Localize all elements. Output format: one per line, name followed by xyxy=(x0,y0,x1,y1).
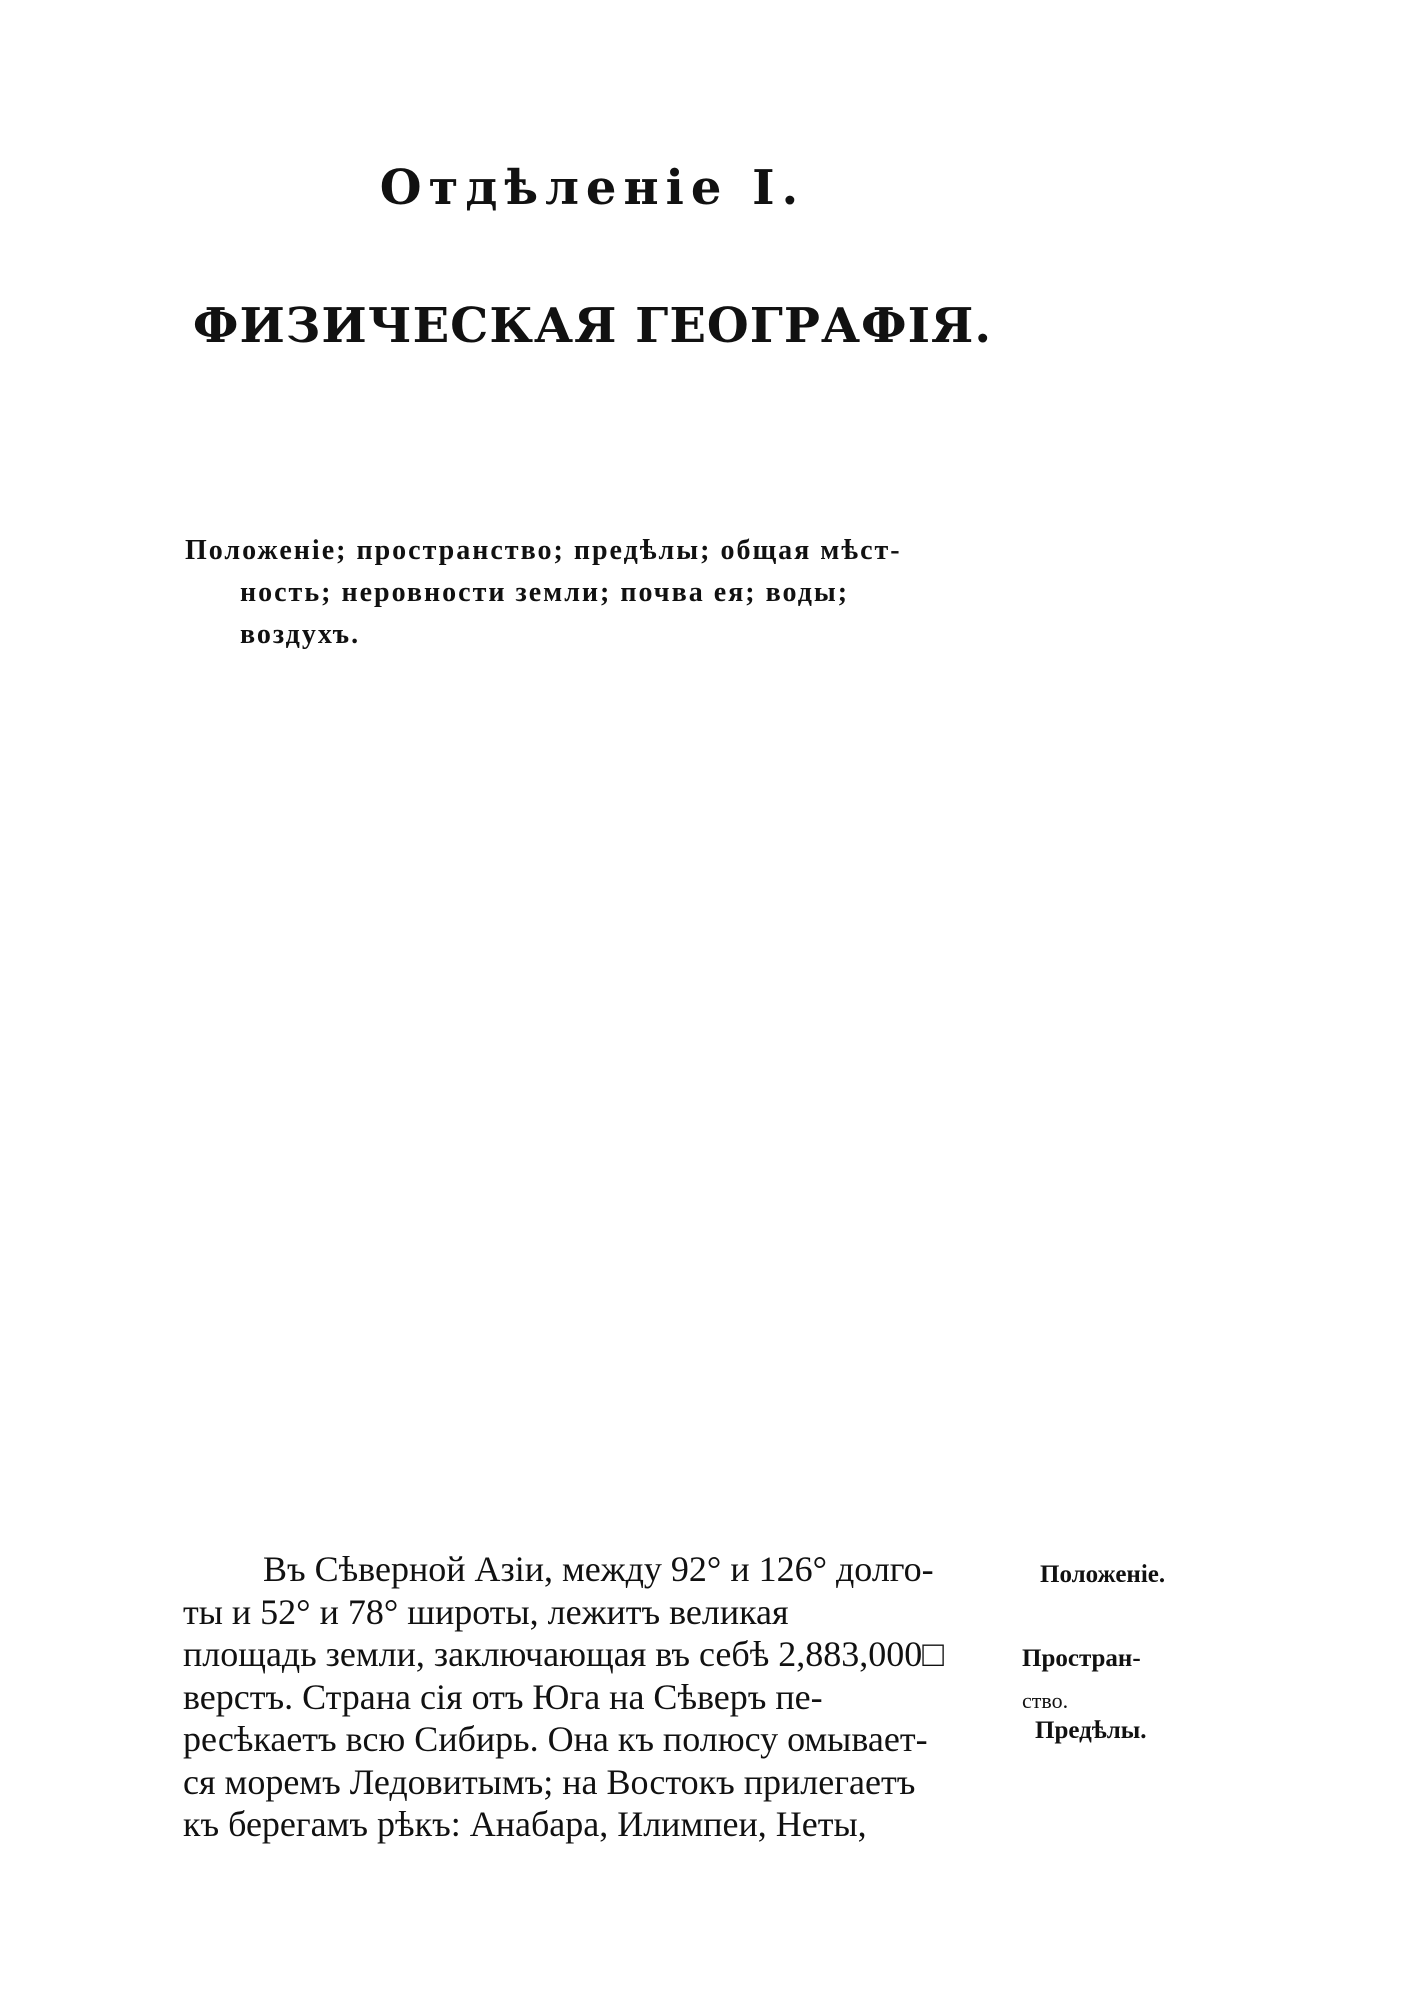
body-line: ресѣкаетъ всю Сибирь. Она къ полюсу омывает- xyxy=(183,1719,928,1759)
body-line: верстъ. Страна сія отъ Юга на Сѣверъ пе- xyxy=(183,1676,823,1717)
summary-line: ность; неровности земли; почва ея; воды; xyxy=(240,577,850,608)
body-line: Въ Сѣверной Азіи, между 92° и 126° долго- xyxy=(263,1549,934,1589)
margin-note-limits: Предѣлы. xyxy=(1035,1717,1147,1744)
chapter-title: ФИЗИЧЕСКАЯ ГЕОГРАФІЯ. xyxy=(192,298,993,354)
body-line: площадь земли, заключающая въ себѣ 2,883,000□ xyxy=(183,1634,945,1674)
body-line: къ берегамъ рѣкъ: Анабара, Илимпеи, Неты, xyxy=(183,1804,867,1844)
section-heading: Отдѣленіе I. xyxy=(379,160,806,216)
margin-note-space-continued: ство. xyxy=(1022,1688,1069,1713)
margin-note-space: Простран- xyxy=(1022,1645,1141,1672)
margin-note-position: Положеніе. xyxy=(1040,1561,1166,1588)
body-line: ты и 52° и 78° широты, лежитъ великая xyxy=(183,1591,789,1632)
summary-line: воздухъ. xyxy=(240,619,361,650)
summary-line: Положеніе; пространство; предѣлы; общая мѣст- xyxy=(185,535,902,566)
body-paragraph xyxy=(183,1548,1013,1846)
body-line: ся моремъ Ледовитымъ; на Востокъ прилегаетъ xyxy=(183,1761,916,1802)
section-summary xyxy=(185,530,1035,656)
